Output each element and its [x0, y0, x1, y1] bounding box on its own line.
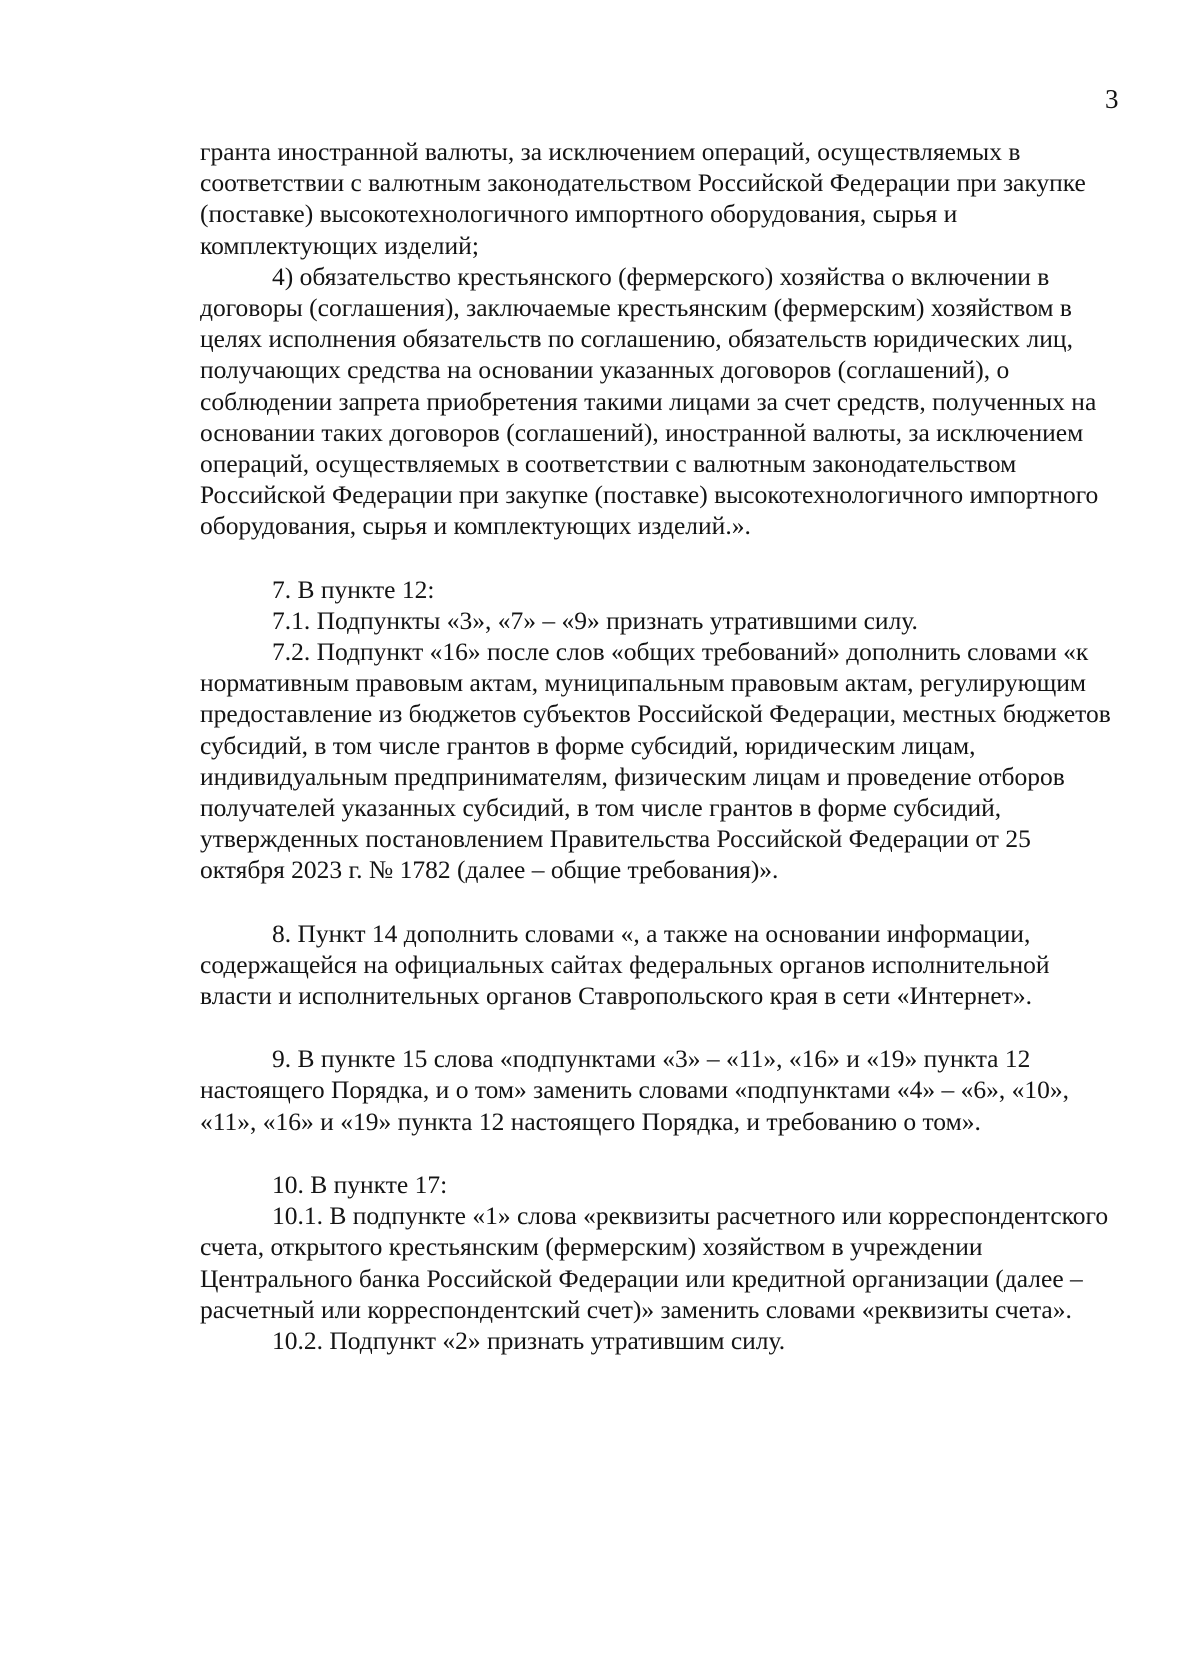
spacer: [200, 1137, 1120, 1169]
page-number: 3: [1105, 84, 1119, 114]
spacer: [200, 886, 1120, 918]
paragraph-section-9: 9. В пункте 15 слова «подпунктами «3» – «11», «16» и «19» пункта 12 настоящего Порядка, и о том» заменить словами «подпунктами «4» – «6», «10», «11», «16» и «19» пункта 12 настоящего Порядка, и требованию о том».: [200, 1044, 1069, 1136]
paragraph-item-4: 4) обязательство крестьянского (фермерского) хозяйства о включении в договоры (соглашения), заключаемые крестьянским (фермерским) хозяйством в целях исполнения обязательств по соглашению, обязательств юридических лиц, получающих средства на основании указанных договоров (соглашений), о соблюдении запрета приобретения такими лицами за счет средств, полученных на основании таких договоров (соглашений), иностранной валюты, за исключением операций, осуществляемых в соответствии с валютным законодательством Российской Федерации при закупке (поставке) высокотехнологичного импортного оборудования, сырья и комплектующих изделий.».: [200, 261, 1099, 541]
paragraph-10-2: 10.2. Подпункт «2» признать утратившим силу.: [272, 1325, 786, 1355]
paragraph-7-2: 7.2. Подпункт «16» после слов «общих требований» дополнить словами «к нормативным правовым актам, муниципальным правовым актам, регулирующим предоставление из бюджетов субъектов Российской Федерации, местных бюджетов субсидий, в том числе грантов в форме субсидий, юридическим лицам, индивидуальным предпринимателям, физическим лицам и проведение отборов получателей указанных субсидий, в том числе грантов в форме субсидий, утвержденных постановлением Правительства Российской Федерации от 25 октября 2023 г. № 1782 (далее – общие требования)».: [200, 637, 1111, 885]
spacer: [200, 1011, 1120, 1043]
paragraph-section-7: 7. В пункте 12:: [272, 574, 435, 604]
paragraph-10-1: 10.1. В подпункте «1» слова «реквизиты расчетного или корреспондентского счета, открытого крестьянским (фермерским) хозяйством в учреждении Центрального банка Российской Федерации или кредитной организации (далее – расчетный или корреспондентский счет)» заменить словами «реквизиты счета».: [200, 1201, 1109, 1324]
document-body: [200, 136, 1120, 1356]
paragraph-grant-continuation: гранта иностранной валюты, за исключением операций, осуществляемых в соответствии с валютным законодательством Российской Федерации при закупке (поставке) высокотехнологичного импортного оборудования, сырья и комплектующих изделий;: [200, 137, 1086, 260]
spacer: [200, 542, 1120, 574]
paragraph-section-8: 8. Пункт 14 дополнить словами «, а также на основании информации, содержащейся на официальных сайтах федеральных органов исполнительной власти и исполнительных органов Ставропольского края в сети «Интернет».: [200, 918, 1050, 1011]
paragraph-section-10: 10. В пункте 17:: [272, 1169, 448, 1199]
paragraph-7-1: 7.1. Подпункты «3», «7» – «9» признать утратившими силу.: [272, 605, 918, 635]
